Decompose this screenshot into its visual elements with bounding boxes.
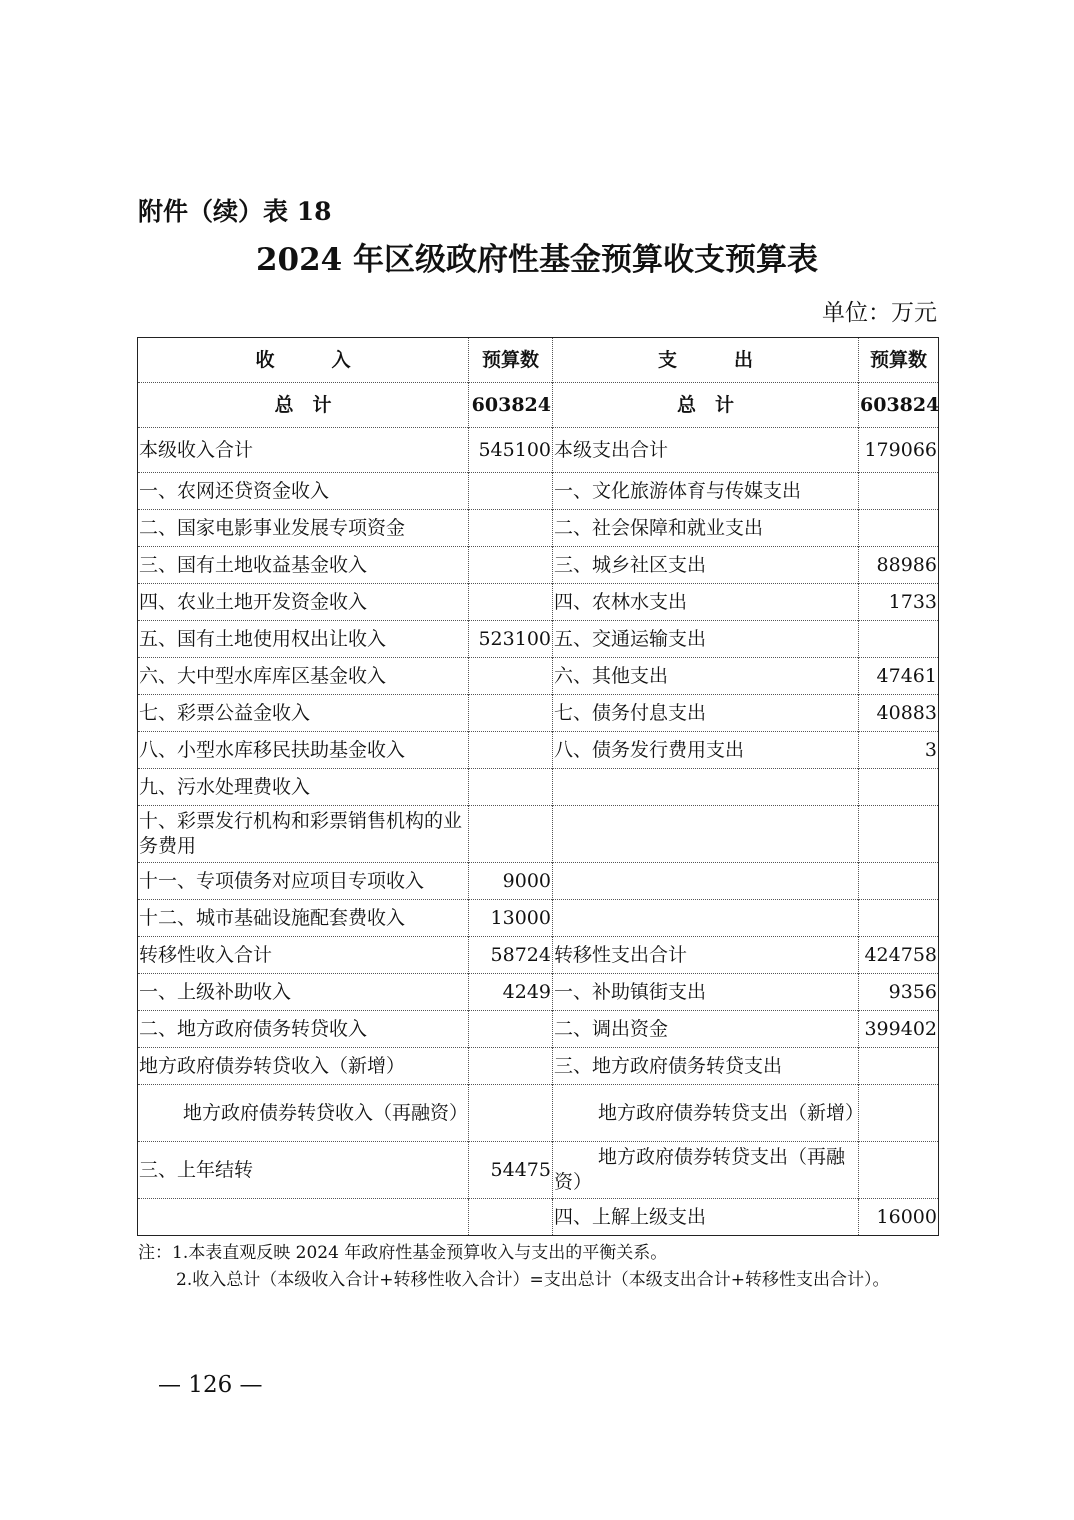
- expense-value: [859, 510, 939, 547]
- expense-item: 一、文化旅游体育与传媒支出: [553, 473, 859, 510]
- table-header-row: [138, 338, 939, 383]
- unit-label: 单位：万元: [822, 300, 937, 326]
- income-item: 九、污水处理费收入: [138, 769, 469, 806]
- attachment-label: 附件（续）表 18: [138, 197, 332, 226]
- income-item: 六、大中型水库库区基金收入: [138, 658, 469, 695]
- income-value: [469, 806, 553, 863]
- table-row: [138, 1199, 939, 1236]
- expense-value: 40883: [859, 695, 939, 732]
- expense-item: 转移性支出合计: [553, 937, 859, 974]
- income-value: [469, 1199, 553, 1236]
- income-value: [469, 547, 553, 584]
- income-value: 54475: [469, 1142, 553, 1199]
- income-value: [469, 584, 553, 621]
- income-item: 一、农网还贷资金收入: [138, 473, 469, 510]
- expense-header: 支 出: [553, 338, 859, 383]
- income-item: 二、地方政府债务转贷收入: [138, 1011, 469, 1048]
- income-budget-header: 预算数: [469, 338, 553, 383]
- income-item: 八、小型水库移民扶助基金收入: [138, 732, 469, 769]
- expense-item: [553, 863, 859, 900]
- table-row: [138, 806, 939, 863]
- income-total-label: 总 计: [138, 383, 469, 428]
- table-row: [138, 1011, 939, 1048]
- budget-table: [137, 337, 939, 1236]
- income-value: [469, 1085, 553, 1142]
- expense-item: 四、农林水支出: [553, 584, 859, 621]
- income-value: 13000: [469, 900, 553, 937]
- expense-item: [553, 1085, 865, 1142]
- table-row: [138, 1085, 939, 1142]
- income-value: 58724: [469, 937, 553, 974]
- expense-item: 五、交通运输支出: [553, 621, 859, 658]
- income-item: 七、彩票公益金收入: [138, 695, 469, 732]
- table-row: [138, 547, 939, 584]
- expense-value: 47461: [859, 658, 939, 695]
- expense-item: [553, 806, 859, 863]
- expense-value: [859, 806, 939, 863]
- income-value: [469, 658, 553, 695]
- expense-value: 1733: [859, 584, 939, 621]
- table-row: [138, 428, 939, 473]
- income-value: 523100: [469, 621, 553, 658]
- income-item: 十、彩票发行机构和彩票销售机构的业务费用: [138, 806, 469, 863]
- expense-value: 424758: [859, 937, 939, 974]
- expense-item: 八、债务发行费用支出: [553, 732, 859, 769]
- expense-item-text: 地方政府债券转贷支出（新增）: [598, 1101, 865, 1124]
- expense-value: 399402: [859, 1011, 939, 1048]
- table-row: [138, 584, 939, 621]
- table-row: [138, 621, 939, 658]
- expense-value: [859, 1142, 939, 1199]
- income-item: 十二、城市基础设施配套费收入: [138, 900, 469, 937]
- income-value: [469, 1048, 553, 1085]
- expense-item: 二、调出资金: [553, 1011, 859, 1048]
- income-value: [469, 473, 553, 510]
- expense-value: 16000: [859, 1199, 939, 1236]
- expense-item: 六、其他支出: [553, 658, 859, 695]
- income-value: [469, 1011, 553, 1048]
- income-item: 三、国有土地收益基金收入: [138, 547, 469, 584]
- expense-value: [859, 1085, 939, 1142]
- table-row: [138, 695, 939, 732]
- income-value: [469, 510, 553, 547]
- expense-item: 本级支出合计: [553, 428, 859, 473]
- income-item: 地方政府债券转贷收入（新增）: [138, 1048, 469, 1085]
- expense-item: [553, 1142, 859, 1199]
- table-row: [138, 863, 939, 900]
- expense-value: [859, 769, 939, 806]
- expense-value: 88986: [859, 547, 939, 584]
- note-line-2: 2.收入总计（本级收入合计+转移性收入合计）=支出总计（本级支出合计+转移性支出合计）。: [176, 1270, 890, 1290]
- income-item: 一、上级补助收入: [138, 974, 469, 1011]
- income-item: 二、国家电影事业发展专项资金: [138, 510, 469, 547]
- table-row: [138, 658, 939, 695]
- income-value: 9000: [469, 863, 553, 900]
- expense-item: 四、上解上级支出: [553, 1199, 859, 1236]
- expense-item: 七、债务付息支出: [553, 695, 859, 732]
- expense-item: [553, 769, 859, 806]
- expense-item: 三、城乡社区支出: [553, 547, 859, 584]
- income-value: [469, 732, 553, 769]
- expense-total-label: 总 计: [553, 383, 859, 428]
- income-header: 收 入: [138, 338, 469, 383]
- expense-item: 二、社会保障和就业支出: [553, 510, 859, 547]
- table-row: [138, 769, 939, 806]
- table-row: [138, 732, 939, 769]
- table-row: [138, 937, 939, 974]
- expense-value: 3: [859, 732, 939, 769]
- table-row: [138, 1142, 939, 1199]
- income-value: [469, 695, 553, 732]
- page-title: 2024 年区级政府性基金预算收支预算表: [255, 242, 819, 278]
- expense-item: 三、地方政府债务转贷支出: [553, 1048, 859, 1085]
- income-item: 十一、专项债务对应项目专项收入: [138, 863, 469, 900]
- page-number: — 126 —: [158, 1372, 263, 1398]
- expense-value: [859, 1048, 939, 1085]
- expense-item: [553, 900, 859, 937]
- income-item: [138, 1085, 469, 1142]
- income-item-text: 地方政府债券转贷收入（再融资）: [183, 1101, 469, 1124]
- expense-total-value: 603824: [859, 383, 939, 428]
- income-value: 545100: [469, 428, 553, 473]
- income-total-value: 603824: [469, 383, 553, 428]
- income-item: 四、农业土地开发资金收入: [138, 584, 469, 621]
- expense-value: [859, 900, 939, 937]
- note-line-1: 注：1.本表直观反映 2024 年政府性基金预算收入与支出的平衡关系。: [138, 1243, 668, 1263]
- table-row: [138, 900, 939, 937]
- income-value: 4249: [469, 974, 553, 1011]
- expense-value: [859, 621, 939, 658]
- expense-budget-header: 预算数: [859, 338, 939, 383]
- table-row: [138, 1048, 939, 1085]
- table-row: [138, 510, 939, 547]
- income-item: 三、上年结转: [138, 1142, 469, 1199]
- income-item: 五、国有土地使用权出让收入: [138, 621, 469, 658]
- table-row: [138, 974, 939, 1011]
- expense-item-text: 地方政府债券转贷支出（再融资）: [554, 1146, 846, 1193]
- total-row: [138, 383, 939, 428]
- expense-item: 一、补助镇街支出: [553, 974, 859, 1011]
- expense-value: 179066: [859, 428, 939, 473]
- table-row: [138, 473, 939, 510]
- expense-value: 9356: [859, 974, 939, 1011]
- income-item: [138, 1199, 469, 1236]
- expense-value: [859, 863, 939, 900]
- income-item: 本级收入合计: [138, 428, 469, 473]
- expense-value: [859, 473, 939, 510]
- table-notes: [138, 1240, 938, 1294]
- income-item: 转移性收入合计: [138, 937, 469, 974]
- income-value: [469, 769, 553, 806]
